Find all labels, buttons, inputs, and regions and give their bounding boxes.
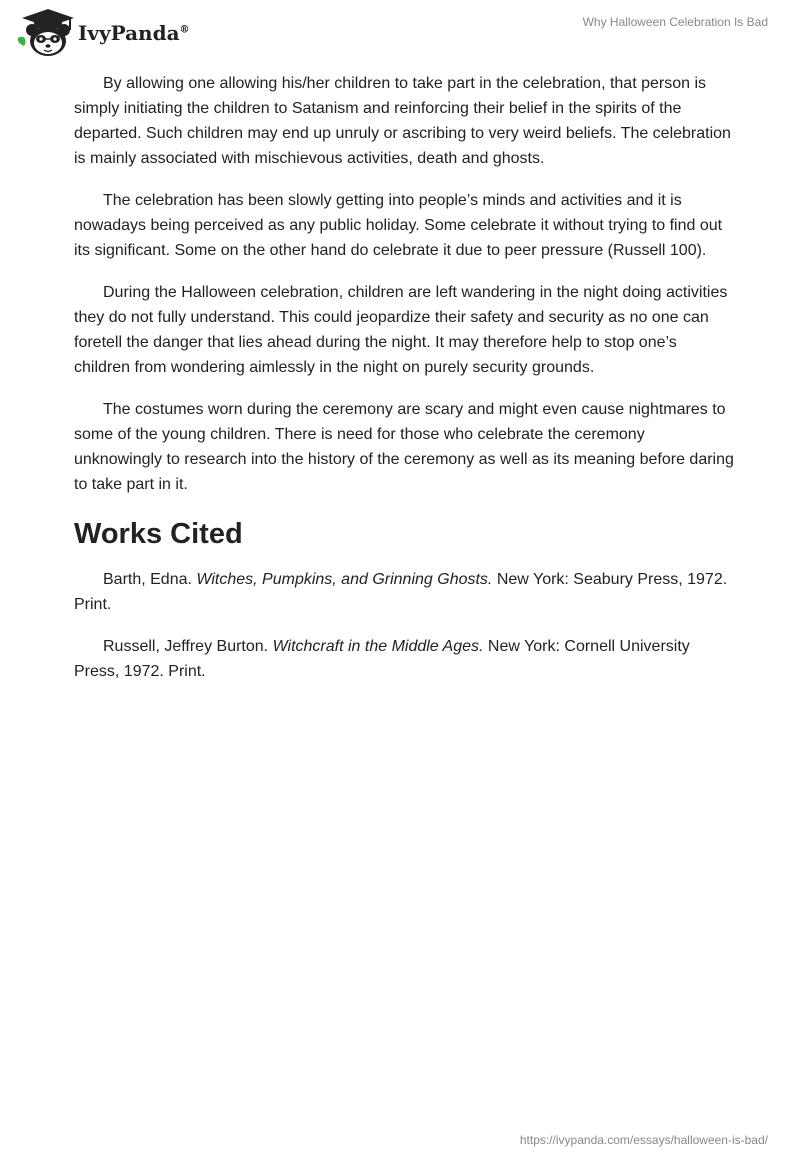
document-title: Why Halloween Celebration Is Bad (582, 15, 768, 29)
source-url-link[interactable]: https://ivypanda.com/essays/halloween-is-bad/ (519, 1133, 768, 1147)
citation-title: Witches, Pumpkins, and Grinning Ghosts. (196, 571, 493, 588)
citation (74, 567, 734, 617)
page-header (0, 0, 800, 64)
citation-publication: New York: Cornell University Press, 1972. Print. (74, 638, 690, 680)
paragraph: The costumes worn during the ceremony are scary and might even cause nightmares to some of the young children. There is need for those who celebrate the ceremony unknowingly to research into the history of the ceremony as well as its meaning before daring to take part in it. (74, 401, 734, 493)
citation-title: Witchcraft in the Middle Ages. (272, 638, 484, 655)
panda-graduate-icon (14, 8, 76, 58)
citation-publication: New York: Seabury Press, 1972. Print. (74, 571, 728, 613)
paragraph: The celebration has been slowly getting into people’s minds and activities and it is nowadays being perceived as any public holiday. Some celebrate it without trying to find out its significant. Some on the other hand do celebrate it due to peer pressure (Russell 100). (74, 192, 723, 259)
citation-author: Barth, Edna. (103, 571, 197, 588)
citation (74, 634, 734, 684)
paragraph: By allowing one allowing his/her children to take part in the celebration, that person is simply initiating the children to Satanism and reinforcing their belief in the spirits of the departed. Such children may end up unruly or ascribing to very weird beliefs. The celebration is mainly associated with mischievous activities, death and ghosts. (74, 75, 731, 167)
essay-content (74, 71, 734, 701)
ivypanda-logo[interactable] (14, 8, 204, 58)
logo-wordmark: IvyPanda® (78, 21, 190, 45)
works-cited-heading: Works Cited (74, 518, 243, 550)
paragraph: During the Halloween celebration, children are left wandering in the night doing activities they do not fully understand. This could jeopardize their safety and security as no one can foretell the danger that lies ahead during the night. It may therefore help to stop one’s children from wondering aimlessly in the night on purely security grounds. (74, 284, 728, 376)
citation-author: Russell, Jeffrey Burton. (103, 638, 273, 655)
